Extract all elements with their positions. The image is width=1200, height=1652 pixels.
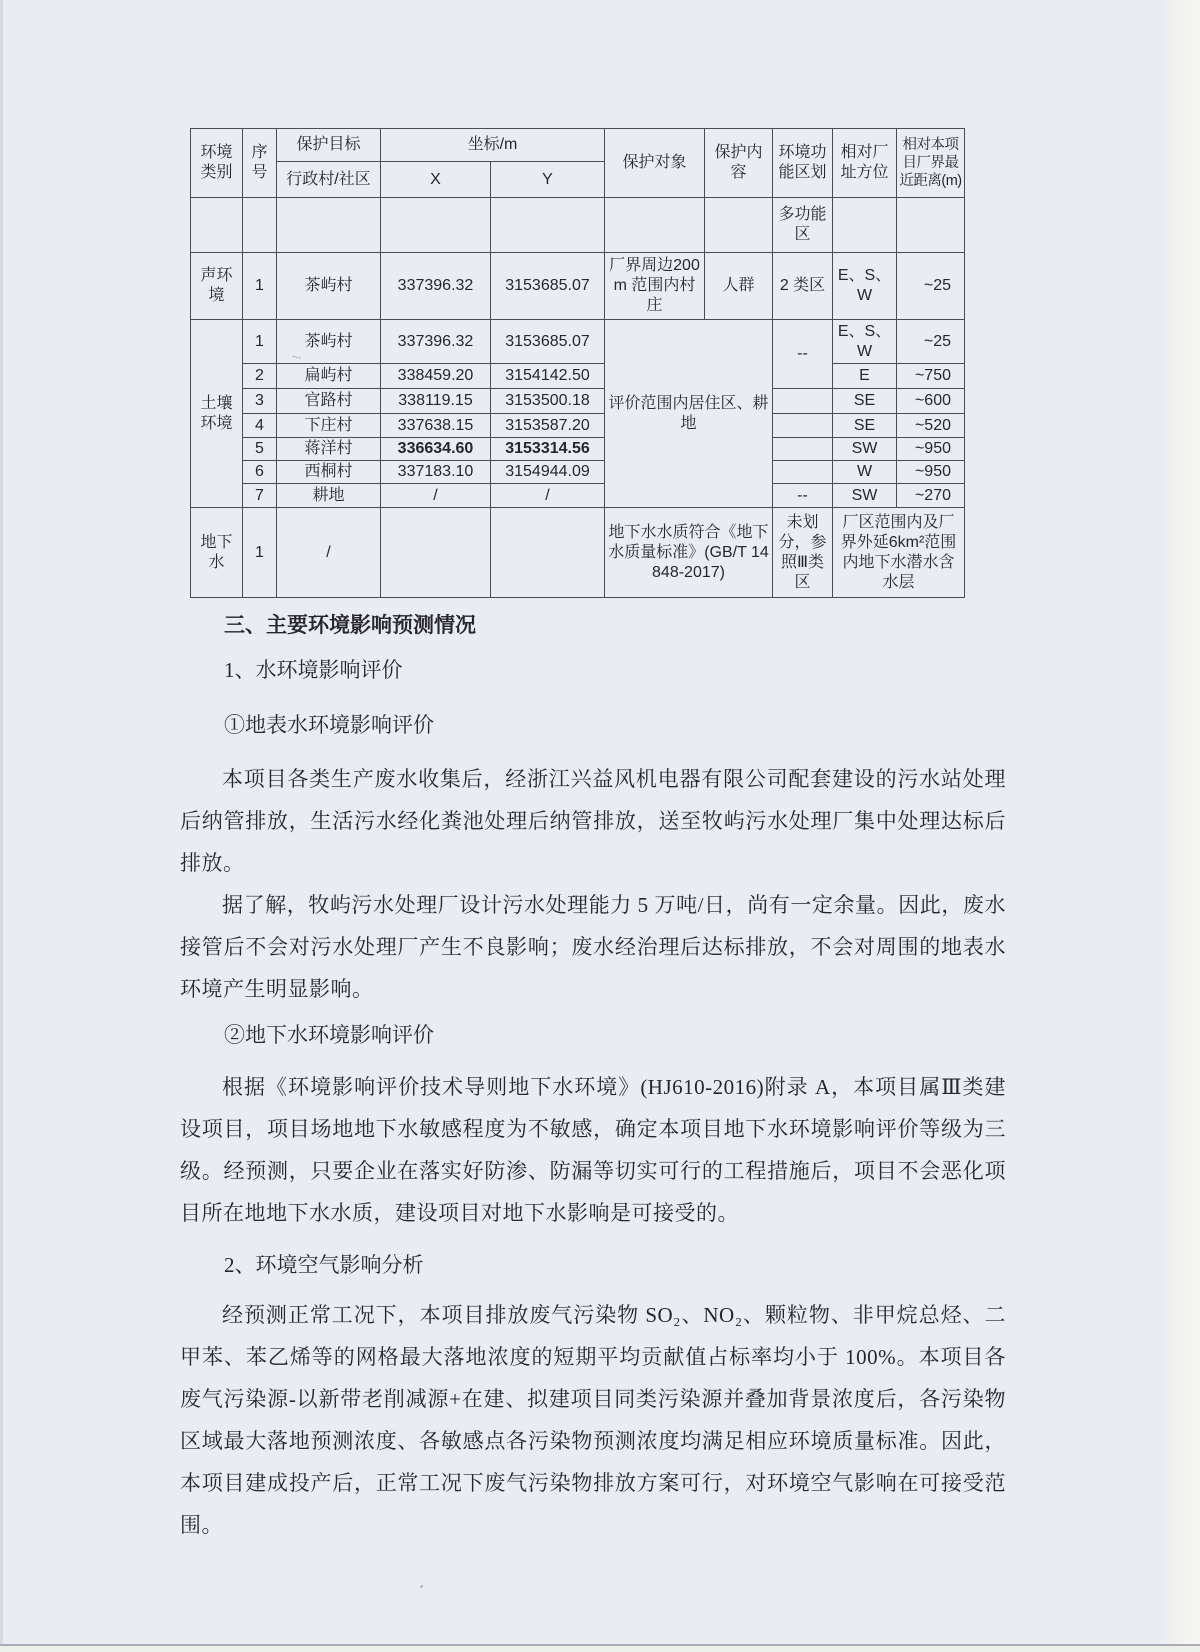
cell-soil-village: 扁屿村 — [277, 364, 381, 389]
cell-empty — [491, 508, 605, 598]
cell-noise-zone: 2 类区 — [773, 253, 833, 320]
cell-noise-category: 声环境 — [191, 253, 243, 320]
cell-empty — [605, 198, 705, 253]
cell-soil-x: 337183.10 — [381, 461, 491, 484]
cell-soil-y: 3153587.20 — [491, 414, 605, 438]
cell-empty — [897, 198, 965, 253]
paragraph-surface-water-1: 本项目各类生产废水收集后，经浙江兴益风机电器有限公司配套建设的污水站处理后纳管排放，生活污水经化粪池处理后纳管排放，送至牧屿污水处理厂集中处理达标后排放。 — [180, 767, 1006, 875]
header-protection-content: 保护内容 — [705, 129, 773, 198]
header-env-category: 环境类别 — [191, 129, 243, 198]
cell-soil-distance: ~520 — [897, 414, 965, 438]
header-admin-village: 行政村/社区 — [277, 162, 381, 198]
cell-soil-distance: ~600 — [897, 389, 965, 414]
row-soil-6 — [191, 461, 965, 484]
cell-soil-x: 336634.60 — [381, 438, 491, 461]
cell-empty — [243, 198, 277, 253]
cell-soil-zone-12: -- — [773, 320, 833, 389]
cell-gw-object: 地下水水质符合《地下水质量标准》(GB/T 14848-2017) — [605, 508, 773, 598]
cell-soil-direction: SW — [833, 438, 897, 461]
cell-gw-category: 地下水 — [191, 508, 243, 598]
cell-soil-x: 337396.32 — [381, 320, 491, 364]
cell-empty — [381, 508, 491, 598]
cell-empty — [705, 198, 773, 253]
cell-noise-content: 人群 — [705, 253, 773, 320]
paragraph-surface-water-2: 据了解，牧屿污水处理厂设计污水处理能力 5 万吨/日，尚有一定余量。因此，废水接管后不会对污水处理厂产生不良影响；废水经治理后达标排放，不会对周围的地表水环境产生明显影响。 — [180, 893, 1006, 1001]
header-protection-target: 保护目标 — [277, 129, 381, 162]
cell-noise-village: 茶屿村 — [277, 253, 381, 320]
cell-soil-direction: SE — [833, 389, 897, 414]
cell-soil-y: 3153314.56 — [491, 438, 605, 461]
cell-empty — [833, 198, 897, 253]
header-seq-no: 序号 — [243, 129, 277, 198]
subsection-water: 1、水环境影响评价 — [224, 658, 403, 682]
cell-soil-y: 3153685.07 — [491, 320, 605, 364]
scan-speck — [420, 1585, 423, 1588]
row-multi-zone — [191, 198, 965, 253]
cell-gw-scope: 厂区范围内及厂界外延6km²范围内地下水潜水含水层 — [833, 508, 965, 598]
cell-soil-x: / — [381, 484, 491, 508]
cell-soil-seq: 2 — [243, 364, 277, 389]
cell-soil-distance: ~950 — [897, 461, 965, 484]
cell-soil-object: 评价范围内居住区、耕地 — [605, 320, 773, 508]
cell-soil-direction: W — [833, 461, 897, 484]
cell-gw-zone: 未划分，参照Ⅲ类区 — [773, 508, 833, 598]
cell-noise-direction: E、S、W — [833, 253, 897, 320]
cell-soil-zone — [773, 389, 833, 414]
cell-empty — [277, 198, 381, 253]
cell-soil-village: 官路村 — [277, 389, 381, 414]
cell-soil-x: 338459.20 — [381, 364, 491, 389]
page-edge-left — [0, 0, 3, 1652]
cell-empty — [381, 198, 491, 253]
cell-soil-village: 下庄村 — [277, 414, 381, 438]
header-y: Y — [491, 162, 605, 198]
section-heading: 三、主要环境影响预测情况 — [224, 613, 476, 637]
cell-soil-category: 土壤环境 — [191, 320, 243, 508]
row-soil-5 — [191, 438, 965, 461]
cell-soil-zone — [773, 414, 833, 438]
row-groundwater — [191, 508, 965, 598]
cell-soil-seq: 7 — [243, 484, 277, 508]
protection-targets-table — [190, 128, 965, 598]
cell-soil-village: 耕地 — [277, 484, 381, 508]
page-edge-right — [1160, 0, 1200, 1652]
scan-artifact: ~· — [290, 351, 303, 365]
cell-soil-zone-7: -- — [773, 484, 833, 508]
row-soil-1 — [191, 320, 965, 364]
cell-gw-seq: 1 — [243, 508, 277, 598]
paragraph-air: 经预测正常工况下，本项目排放废气污染物 SO₂、NO₂、颗粒物、非甲烷总烃、二甲苯、苯乙烯等的网格最大落地浓度的短期平均贡献值占标率均小于 100%。本项目各废气污染源-以新带老削减源+在建、拟建项目同类污染源并叠加背景浓度后，各污染物区域最大落地预测浓度、各敏感点各污染物预测浓度均满足相应环境质量标准。因此，本项目建成投产后，正常工况下废气污染物排放方案可行，对环境空气影响在可接受范围。 — [180, 1303, 1006, 1537]
cell-soil-direction: SW — [833, 484, 897, 508]
cell-gw-village: / — [277, 508, 381, 598]
cell-soil-zone — [773, 461, 833, 484]
header-direction: 相对厂址方位 — [833, 129, 897, 198]
cell-soil-direction: SE — [833, 414, 897, 438]
paragraph-groundwater: 根据《环境影响评价技术导则地下水环境》(HJ610-2016)附录 A，本项目属Ⅲ类建设项目，项目场地地下水敏感程度为不敏感，确定本项目地下水环境影响评价等级为三级。经预测，只要企业在落实好防渗、防漏等切实可行的工程措施后，项目不会恶化项目所在地地下水水质，建设项目对地下水影响是可接受的。 — [180, 1075, 1006, 1225]
cell-noise-seq: 1 — [243, 253, 277, 320]
cell-soil-seq: 5 — [243, 438, 277, 461]
cell-soil-direction: E、S、W — [833, 320, 897, 364]
document-body — [180, 598, 1006, 1546]
cell-soil-village: 茶屿村 — [277, 320, 381, 364]
cell-soil-village: 蒋洋村 — [277, 438, 381, 461]
header-function-zone: 环境功能区划 — [773, 129, 833, 198]
subsection-surface-water: ①地表水环境影响评价 — [224, 713, 434, 737]
row-soil-3 — [191, 389, 965, 414]
cell-soil-x: 338119.15 — [381, 389, 491, 414]
cell-soil-zone — [773, 438, 833, 461]
header-protection-object: 保护对象 — [605, 129, 705, 198]
cell-noise-object: 厂界周边200m 范围内村庄 — [605, 253, 705, 320]
cell-noise-x: 337396.32 — [381, 253, 491, 320]
cell-multi-function-zone: 多功能区 — [773, 198, 833, 253]
header-row-1 — [191, 129, 965, 162]
cell-soil-y: 3153500.18 — [491, 389, 605, 414]
cell-soil-seq: 6 — [243, 461, 277, 484]
cell-soil-distance: ~950 — [897, 438, 965, 461]
cell-soil-y: / — [491, 484, 605, 508]
subsection-groundwater: ②地下水环境影响评价 — [224, 1023, 434, 1047]
cell-empty — [191, 198, 243, 253]
header-coordinates: 坐标/m — [381, 129, 605, 162]
row-noise — [191, 253, 965, 320]
cell-soil-seq: 1 — [243, 320, 277, 364]
cell-soil-seq: 3 — [243, 389, 277, 414]
cell-empty — [491, 198, 605, 253]
row-soil-4 — [191, 414, 965, 438]
subsection-air: 2、环境空气影响分析 — [224, 1253, 424, 1277]
header-distance: 相对本项目厂界最近距离(m) — [897, 129, 965, 198]
cell-soil-distance: ~750 — [897, 364, 965, 389]
cell-soil-y: 3154944.09 — [491, 461, 605, 484]
cell-soil-y: 3154142.50 — [491, 364, 605, 389]
cell-soil-direction: E — [833, 364, 897, 389]
row-soil-7 — [191, 484, 965, 508]
cell-soil-distance: ~270 — [897, 484, 965, 508]
cell-soil-seq: 4 — [243, 414, 277, 438]
cell-soil-x: 337638.15 — [381, 414, 491, 438]
cell-soil-distance: ~25 — [897, 320, 965, 364]
cell-noise-y: 3153685.07 — [491, 253, 605, 320]
row-soil-2 — [191, 364, 965, 389]
page-edge-bottom — [0, 1646, 1200, 1652]
header-x: X — [381, 162, 491, 198]
cell-noise-distance: ~25 — [897, 253, 965, 320]
cell-soil-village: 西桐村 — [277, 461, 381, 484]
